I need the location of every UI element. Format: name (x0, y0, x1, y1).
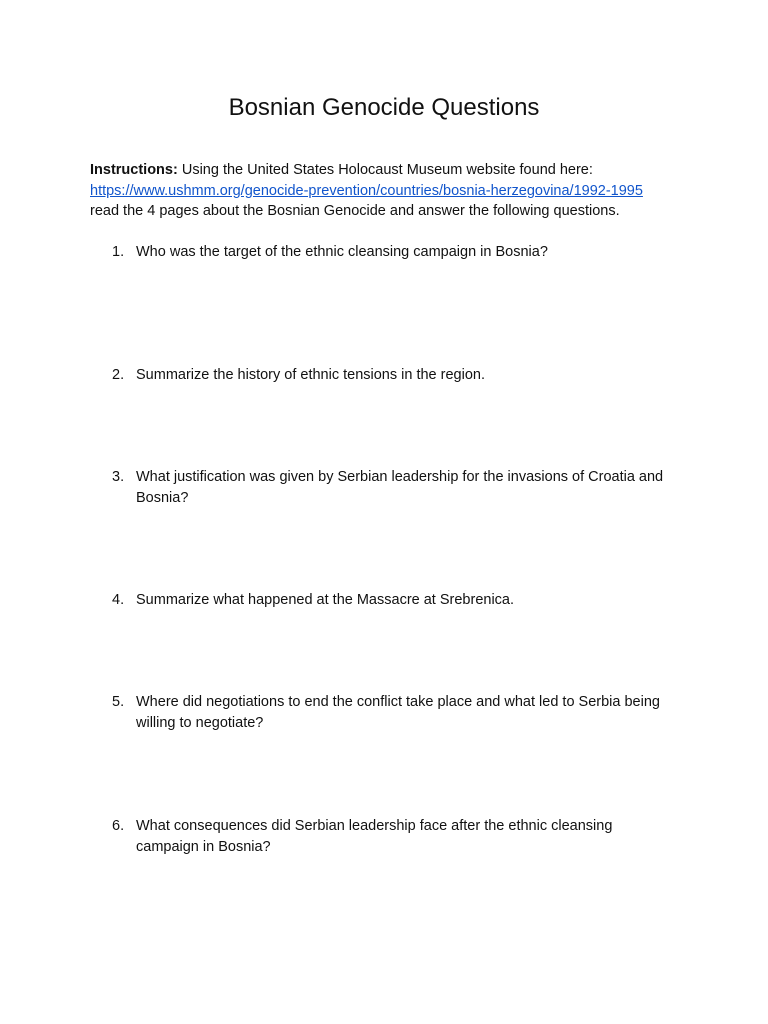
question-number: 4. (112, 592, 125, 608)
question-item-1 (112, 242, 672, 263)
instructions-paragraph (90, 160, 690, 222)
instructions-intro: Using the United States Holocaust Museum website found here: (177, 162, 593, 178)
question-item-6 (112, 816, 672, 857)
page-title: Bosnian Genocide Questions (228, 94, 540, 121)
question-number: 3. (112, 469, 125, 485)
question-item-5 (112, 692, 672, 733)
question-number: 2. (112, 367, 125, 383)
question-item-4 (112, 590, 672, 611)
instructions-outro: read the 4 pages about the Bosnian Genocide and answer the following questions. (90, 203, 620, 219)
instructions-label: Instructions: (90, 162, 178, 178)
question-number: 5. (112, 694, 125, 710)
question-text: What justification was given by Serbian leadership for the invasions of Croatia and Bosnia? (136, 469, 664, 506)
question-item-3 (112, 467, 672, 508)
question-text: Where did negotiations to end the conflict take place and what led to Serbia being willing to negotiate? (136, 694, 660, 731)
ushmm-link[interactable]: https://www.ushmm.org/genocide-prevention/countries/bosnia-herzegovina/1992-1995 (90, 182, 643, 199)
question-text: What consequences did Serbian leadership face after the ethnic cleansing campaign in Bosnia? (136, 818, 613, 855)
question-text: Who was the target of the ethnic cleansing campaign in Bosnia? (136, 244, 548, 260)
question-number: 6. (112, 818, 125, 834)
question-item-2 (112, 365, 672, 386)
question-text: Summarize the history of ethnic tensions in the region. (136, 367, 485, 383)
question-text: Summarize what happened at the Massacre at Srebrenica. (136, 592, 515, 608)
question-number: 1. (112, 244, 125, 260)
